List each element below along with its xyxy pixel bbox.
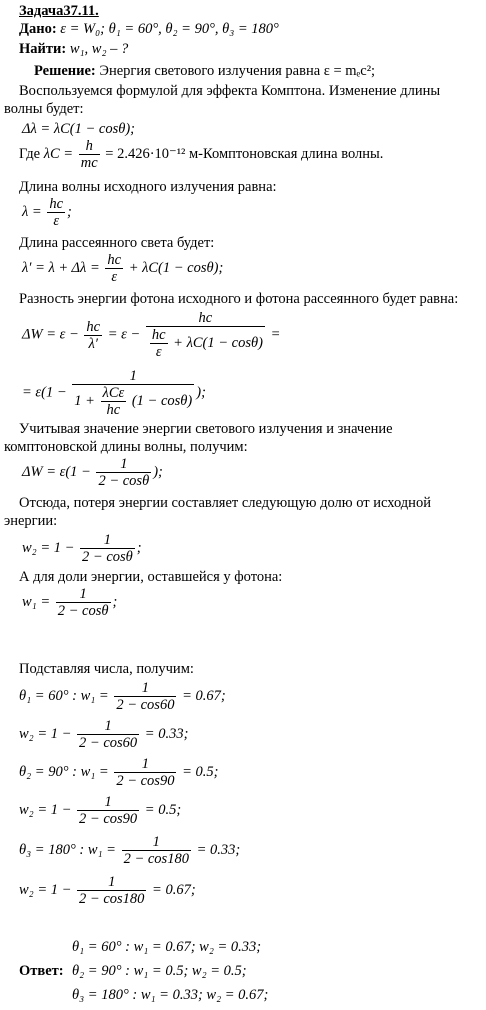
- calc-lhs: w₂ = 1 −: [19, 725, 72, 742]
- equation-w2: [22, 532, 142, 565]
- fraction-hc-lambda-prime: [84, 319, 102, 352]
- calc-result: = 0.5;: [182, 763, 219, 780]
- fraction-big: [146, 310, 265, 360]
- calc-lhs: θ₂ = 90° : w₁ =: [19, 763, 109, 780]
- fraction-numerator: 1: [77, 718, 139, 735]
- calc-fraction: [77, 794, 139, 827]
- answer-line-2: θ₂ = 90° : w₁ = 0.5; w₂ = 0.5;: [72, 963, 247, 979]
- find-values: w₁, w₂ – ?: [69, 41, 129, 57]
- paragraph-loss-1: Отсюда, потеря энергии составляет следующую долю от исходной: [19, 495, 431, 511]
- fraction-numerator: 1: [77, 874, 146, 891]
- fraction-numerator: 1: [122, 834, 191, 851]
- equation-w1: [22, 586, 117, 619]
- find-label: Найти:: [19, 41, 67, 57]
- paragraph-use-1: Воспользуемся формулой для эффекта Комптона. Изменение длины: [19, 83, 441, 99]
- paragraph-use-2: волны будет:: [4, 101, 84, 117]
- equation-delta-w-3: [22, 456, 163, 489]
- fraction-numerator: hc: [107, 252, 122, 268]
- fraction-denominator: λ′: [88, 335, 98, 352]
- fraction-denominator: ε: [53, 213, 60, 229]
- fraction-numerator: hc: [49, 196, 64, 212]
- fraction-denominator: [146, 327, 265, 360]
- fraction-1-over: [56, 586, 111, 619]
- equation-compton-wavelength: [19, 138, 383, 171]
- semicolon: ;: [136, 539, 142, 556]
- fraction-numerator: 1: [77, 794, 139, 811]
- solution-line: [34, 62, 375, 80]
- find-line: [19, 40, 128, 58]
- fraction-1-over: [96, 456, 151, 489]
- calc-fraction: [122, 834, 191, 867]
- fraction-denominator: [72, 385, 194, 418]
- calc-line: [19, 756, 218, 789]
- fraction-numerator: hc: [86, 318, 101, 335]
- calc-line: [19, 834, 240, 867]
- equation-delta-w-2: [22, 368, 206, 418]
- fraction-denominator: 2 − cos60: [79, 735, 138, 751]
- paragraph-considering-1: Учитывая значение энергии светового излучения и значение: [19, 421, 393, 437]
- fraction-numerator: h: [79, 138, 100, 155]
- calc-result: = 0.5;: [144, 801, 182, 818]
- given-label: Дано:: [19, 21, 57, 37]
- calc-fraction: [114, 680, 176, 713]
- answer-line-3: θ₃ = 180° : w₁ = 0.33; w₂ = 0.67;: [72, 987, 269, 1003]
- fraction-hc-eps: [47, 196, 65, 229]
- semicolon: ;: [112, 593, 118, 610]
- lambda-c-lhs: λC =: [43, 145, 74, 162]
- calc-result: = 0.67;: [152, 881, 196, 898]
- paragraph-substitute: Подставляя числа, получим:: [19, 661, 194, 677]
- fraction-numerator: 1: [114, 680, 176, 697]
- given-line: [19, 20, 279, 38]
- paragraph-energy-difference: Разность энергии фотона исходного и фотона рассеянного будет равна:: [19, 291, 459, 307]
- denominator-rest: + λC(1 − cosθ): [173, 334, 263, 351]
- calc-fraction: [77, 718, 139, 751]
- fraction-numerator: 1: [72, 368, 194, 385]
- w1-lhs: w₁ =: [22, 593, 51, 610]
- paragraph-remaining: А для доли энергии, оставшейся у фотона:: [19, 569, 283, 585]
- fraction-denominator: hc: [106, 402, 121, 418]
- denominator-rest: (1 − cosθ): [131, 392, 193, 409]
- equation-delta-lambda: Δλ = λC(1 − cosθ);: [22, 121, 135, 137]
- fraction-numerator: hc: [151, 327, 166, 343]
- solution-label: Решение:: [34, 63, 96, 79]
- fraction-denominator: 2 − cos60: [116, 697, 175, 713]
- paragraph-loss-2: энергии:: [4, 513, 58, 529]
- fraction-numerator: 1: [114, 756, 176, 773]
- given-values: ε = W₀; θ₁ = 60°, θ₂ = 90°, θ₃ = 180°: [60, 21, 279, 37]
- lambda-lhs: λ =: [22, 203, 42, 220]
- calc-fraction: [114, 756, 176, 789]
- calc-line: [19, 794, 181, 827]
- fraction-denominator: 2 − cos90: [79, 811, 138, 827]
- calc-fraction: [77, 874, 146, 907]
- fraction-numerator: 1: [96, 456, 151, 473]
- paragraph-initial-wavelength: Длина волны исходного излучения равна:: [19, 179, 277, 195]
- fraction-numerator: λCε: [102, 385, 125, 401]
- fraction-hc-eps: [150, 327, 168, 360]
- calc-line: [19, 680, 226, 713]
- calc-line: [19, 874, 196, 907]
- calc-result: = 0.33;: [144, 725, 189, 742]
- calc-lhs: w₂ = 1 −: [19, 801, 72, 818]
- lambda-prime-lhs: λ′ = λ + Δλ =: [22, 259, 100, 276]
- fraction-denominator: 2 − cosθ: [82, 549, 133, 565]
- fraction-numerator: 1: [80, 532, 135, 549]
- answer-line-1: θ₁ = 60° : w₁ = 0.67; w₂ = 0.33;: [72, 939, 262, 955]
- semicolon: ;: [67, 203, 72, 220]
- fraction-1-over: [80, 532, 135, 565]
- denominator-lead: 1 +: [74, 392, 95, 409]
- fraction-denominator: ε: [155, 344, 162, 360]
- fraction-denominator: 2 − cos180: [123, 851, 189, 867]
- equation-delta-w-1: [22, 310, 280, 360]
- calc-lhs: w₂ = 1 −: [19, 881, 72, 898]
- equals-sign: =: [270, 326, 281, 343]
- fraction-denominator: mc: [80, 155, 98, 171]
- fraction-denominator: 2 − cosθ: [98, 473, 150, 489]
- fraction-denominator: ε: [111, 269, 118, 285]
- calc-result: = 0.67;: [182, 687, 226, 704]
- fraction-lambda-eps-hc: [101, 385, 127, 418]
- fraction-denominator: 2 − cos180: [79, 891, 145, 907]
- fraction-h-mc: [79, 138, 100, 171]
- paragraph-considering-2: комптоновской длины волны, получим:: [4, 439, 248, 455]
- delta-w3-lhs: ΔW = ε(1 −: [22, 463, 91, 480]
- calc-result: = 0.33;: [196, 841, 241, 858]
- fraction-denominator: 2 − cosθ: [57, 603, 109, 619]
- solution-text: Энергия светового излучения равна ε = mₑc²;: [99, 63, 376, 79]
- problem-title: Задача37.11.: [19, 3, 99, 19]
- calc-line: [19, 718, 188, 751]
- paragraph-scattered: Длина рассеянного света будет:: [19, 235, 215, 251]
- close-paren: );: [196, 384, 206, 401]
- delta-w-lhs: ΔW = ε −: [22, 326, 79, 343]
- equation-lambda: [22, 196, 72, 229]
- lambda-c-value: = 2.426·10⁻¹² м-Комптоновская длина волны.: [105, 145, 384, 162]
- calc-lhs: θ₃ = 180° : w₁ =: [19, 841, 116, 858]
- answer-label: Ответ:: [19, 963, 64, 979]
- delta-w2-lhs: = ε(1 −: [22, 384, 67, 401]
- fraction-numerator: hc: [146, 310, 265, 327]
- close-paren: );: [153, 463, 163, 480]
- fraction-hc-eps: [105, 252, 123, 285]
- lambda-prime-rhs: + λC(1 − cosθ);: [128, 259, 224, 276]
- delta-w-mid: = ε −: [107, 326, 141, 343]
- w2-lhs: w₂ = 1 −: [22, 539, 75, 556]
- fraction-numerator: 1: [56, 586, 111, 603]
- fraction-big: [72, 368, 194, 418]
- calc-lhs: θ₁ = 60° : w₁ =: [19, 687, 109, 704]
- fraction-denominator: 2 − cos90: [116, 773, 175, 789]
- equation-lambda-prime: [22, 252, 223, 285]
- where-label: Где: [19, 145, 41, 162]
